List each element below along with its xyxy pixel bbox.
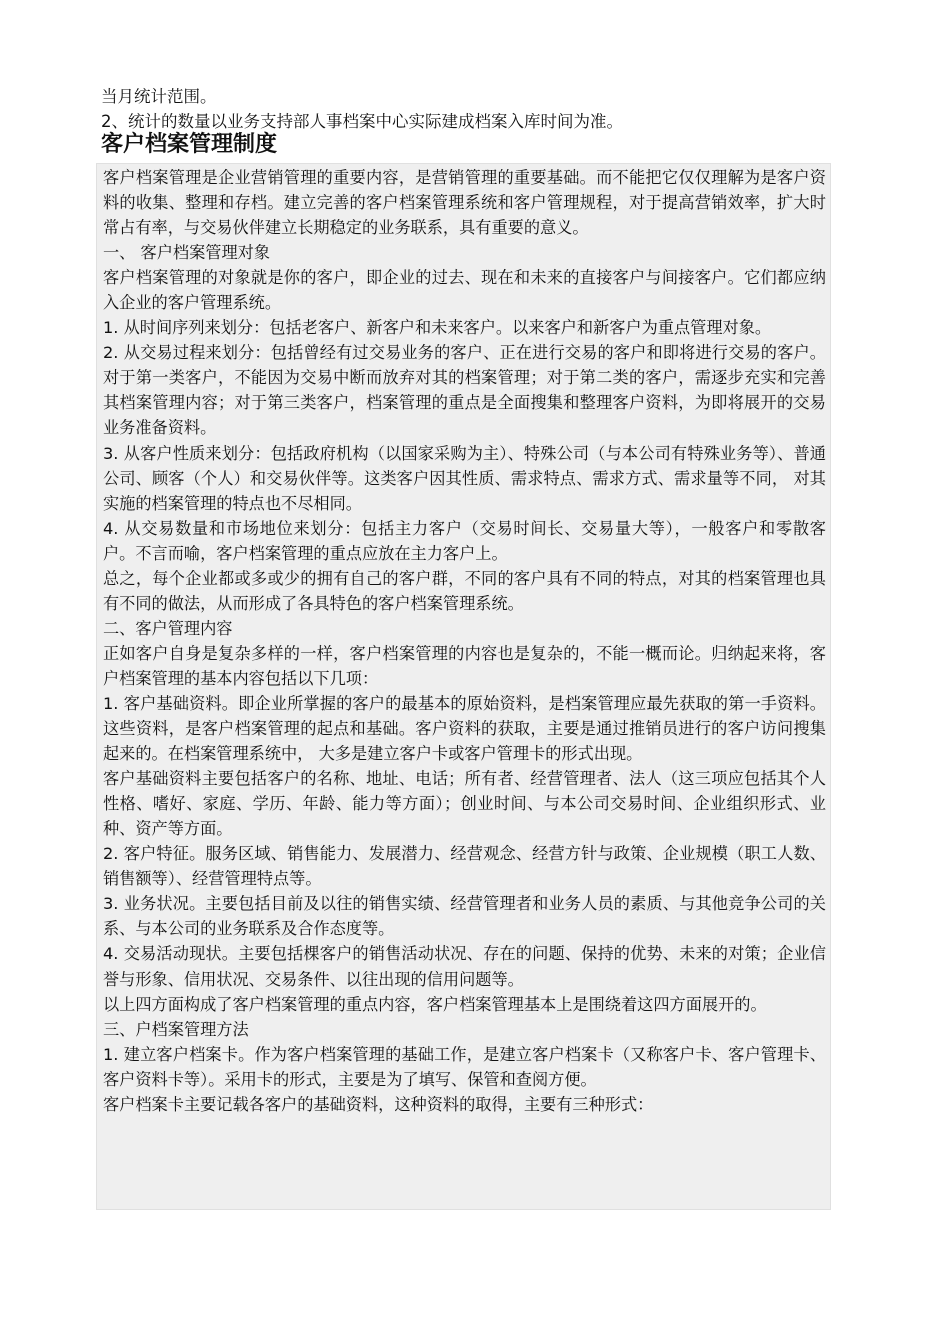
document-title: 客户档案管理制度: [101, 132, 278, 157]
body-paragraph: 1. 客户基础资料。即企业所掌握的客户的最基本的原始资料，是档案管理应最先获取的第一手资料。这些资料，是客户档案管理的起点和基础。客户资料的获取，主要是通过推销员进行的客户访问搜集起来的。在档案管理系统中， 大多是建立客户卡或客户管理卡的形式出现。: [103, 693, 826, 764]
body-paragraph: 4. 从交易数量和市场地位来划分：包括主力客户（交易时间长、交易量大等），一般客户和零散客户。不言而喻，客户档案管理的重点应放在主力客户上。: [103, 518, 826, 563]
body-paragraph: 2. 从交易过程来划分：包括曾经有过交易业务的客户、正在进行交易的客户和即将进行交易的客户。对于第一类客户，不能因为交易中断而放弃对其的档案管理；对于第二类的客户，需逐步充实和完善其档案管理内容；对于第三类客户，档案管理的重点是全面搜集和整理客户资料，为即将展开的交易业务准备资料。: [103, 343, 826, 438]
body-paragraph: 正如客户自身是复杂多样的一样，客户档案管理的内容也是复杂的，不能一概而论。归纳起来将，客户档案管理的基本内容包括以下几项：: [103, 643, 826, 688]
body-paragraph: 以上四方面构成了客户档案管理的重点内容，客户档案管理基本上是围绕着这四方面展开的。: [103, 994, 767, 1014]
body-paragraph: 二、客户管理内容: [103, 618, 233, 638]
body-paragraph: 3. 从客户性质来划分：包括政府机构（以国家采购为主）、特殊公司（与本公司有特殊业务等）、普通公司、顾客（个人）和交易伙伴等。这类客户因其性质、需求特点、需求方式、需求量等不同， 对其实施的档案管理的特点也不尽相同。: [103, 443, 826, 513]
body-paragraph: 1. 从时间序列来划分：包括老客户、新客户和未来客户。以来客户和新客户为重点管理对象。: [103, 318, 772, 338]
body-paragraph: 三、户档案管理方法: [103, 1019, 249, 1039]
body-paragraph: 客户档案管理的对象就是你的客户，即企业的过去、现在和未来的直接客户与间接客户。它们都应纳入企业的客户管理系统。: [103, 268, 826, 313]
body-paragraph: 3. 业务状况。主要包括目前及以往的销售实绩、经营管理者和业务人员的素质、与其他竞争公司的关系、与本公司的业务联系及合作态度等。: [103, 894, 826, 939]
intro-line: 2、统计的数量以业务支持部人事档案中心实际建成档案入库时间为准。: [101, 112, 623, 131]
body-paragraph: 客户档案卡主要记载各客户的基础资料，这种资料的取得，主要有三种形式：: [103, 1094, 654, 1114]
body-paragraph: 4. 交易活动现状。主要包括棵客户的销售活动状况、存在的问题、保持的优势、未来的对策；企业信誉与形象、信用状况、交易条件、以往出现的信用问题等。: [103, 944, 826, 989]
document-body: [96, 163, 831, 1210]
body-paragraph: 1. 建立客户档案卡。作为客户档案管理的基础工作，是建立客户档案卡（又称客户卡、客户管理卡、客户资料卡等）。采用卡的形式，主要是为了填写、保管和查阅方便。: [103, 1044, 826, 1089]
body-paragraph: 客户基础资料主要包括客户的名称、地址、电话；所有者、经营管理者、法人（这三项应包括其个人性格、嗜好、家庭、学历、年龄、能力等方面）；创业时间、与本公司交易时间、企业组织形式、业种、资产等方面。: [103, 769, 826, 839]
intro-line: 当月统计范围。: [101, 87, 217, 106]
body-paragraph: 2. 客户特征。服务区域、销售能力、发展潜力、经营观念、经营方针与政策、企业规模（职工人数、销售额等）、经营管理特点等。: [103, 844, 826, 889]
intro-block: [101, 84, 841, 134]
body-paragraph: 总之，每个企业都或多或少的拥有自己的客户群，不同的客户具有不同的特点，对其的档案管理也具有不同的做法，从而形成了各具特色的客户档案管理系统。: [103, 568, 826, 613]
body-paragraph: 一、 客户档案管理对象: [103, 243, 271, 263]
body-paragraph: 客户档案管理是企业营销管理的重要内容，是营销管理的重要基础。而不能把它仅仅理解为是客户资料的收集、整理和存档。建立完善的客户档案管理系统和客户管理规程，对于提高营销效率，扩大时常占有率，与交易伙伴建立长期稳定的业务联系，具有重要的意义。: [103, 168, 826, 238]
